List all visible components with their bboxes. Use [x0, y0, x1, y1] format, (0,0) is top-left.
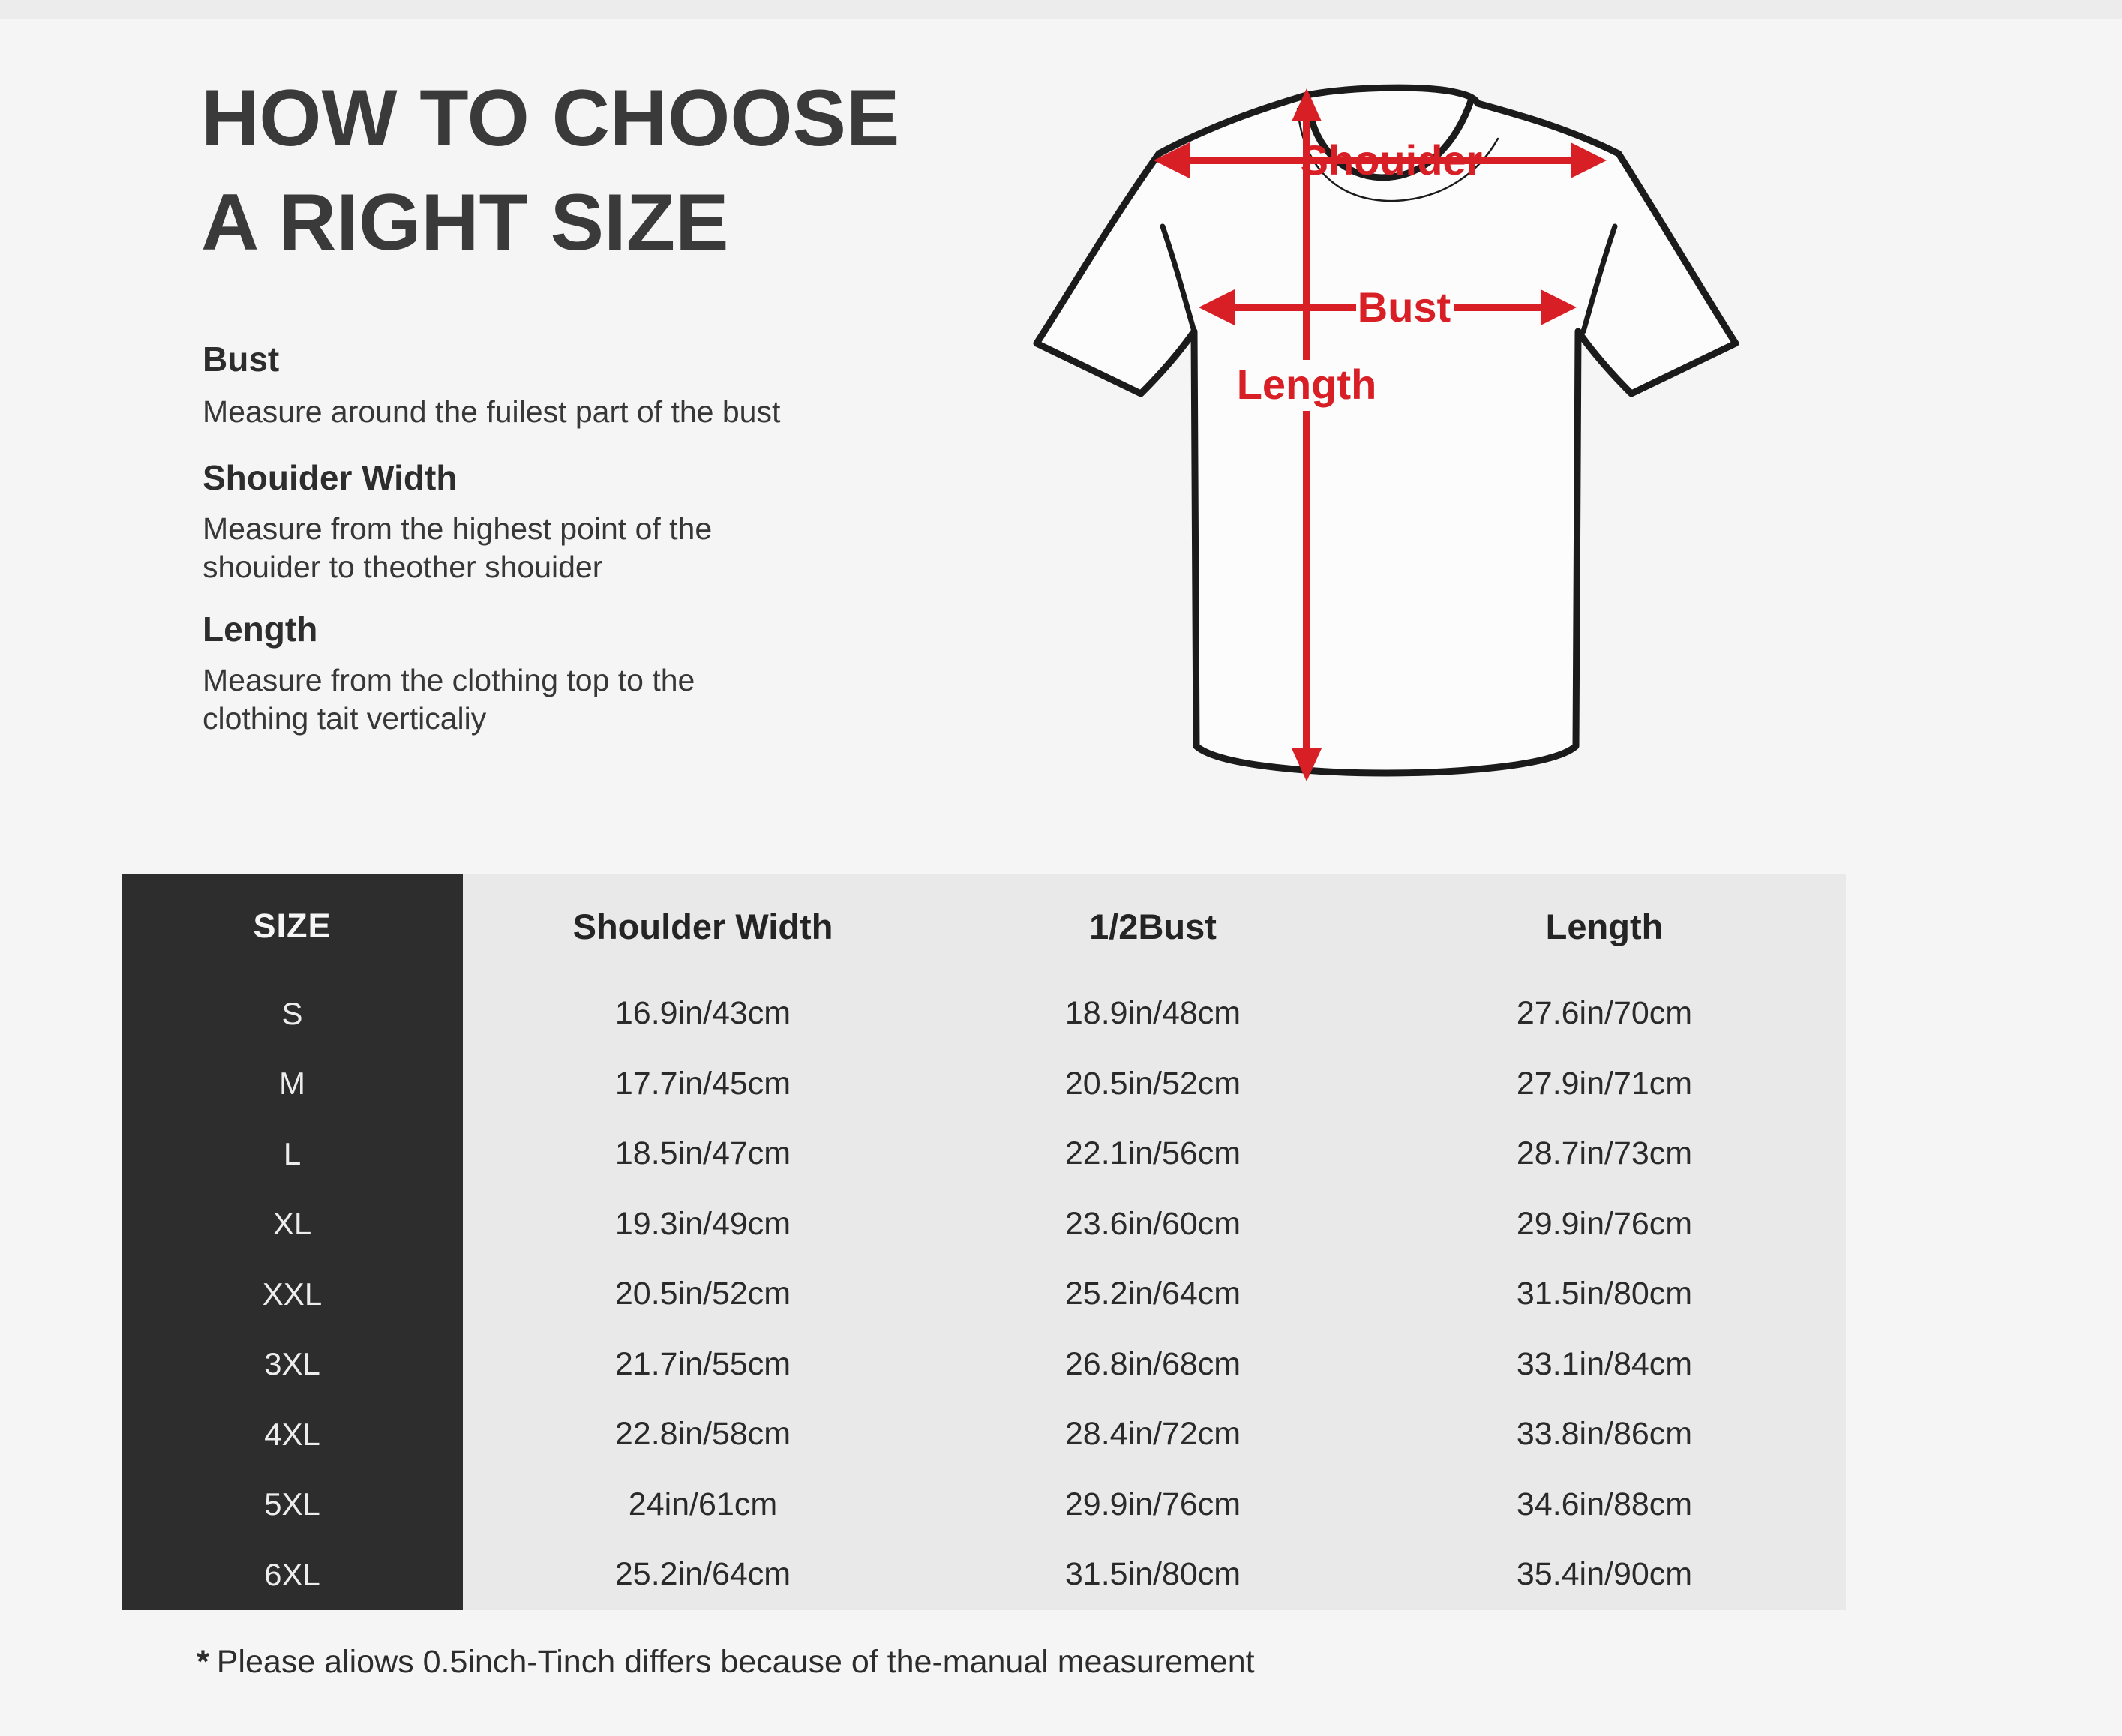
bust-instruction-heading: Bust — [203, 340, 280, 379]
shoulder-instruction-line2: shouider to theother shouider — [203, 550, 603, 584]
bust-value-cell: 29.9in/76cm — [1064, 1486, 1241, 1522]
size-label: XXL — [262, 1276, 323, 1312]
bust-value-cell: 28.4in/72cm — [1064, 1416, 1241, 1453]
length-value-cell: 27.9in/71cm — [1516, 1065, 1693, 1102]
length-value-cell: 33.1in/84cm — [1516, 1345, 1693, 1382]
measurement-footnote — [197, 1644, 1255, 1681]
shoulder-value-cell: 21.7in/55cm — [614, 1345, 791, 1382]
bust-value-cell: 23.6in/60cm — [1064, 1205, 1241, 1242]
table-header-row — [122, 874, 1846, 979]
tshirt-outline — [1037, 88, 1736, 773]
shoulder-instruction-text — [203, 510, 712, 586]
table-row — [122, 1049, 1846, 1120]
table-row — [122, 1259, 1846, 1330]
size-label-cell — [122, 1399, 463, 1470]
bust-arrow-label: Bust — [1357, 283, 1451, 331]
footnote-asterisk: * — [197, 1644, 209, 1680]
bust-value-cell: 25.2in/64cm — [1064, 1276, 1241, 1312]
table-row — [122, 1470, 1846, 1540]
length-value-cell: 29.9in/76cm — [1516, 1205, 1693, 1242]
page-title — [201, 66, 899, 274]
size-label-cell — [122, 979, 463, 1049]
table-row — [122, 1119, 1846, 1189]
half-bust-header-cell: 1/2Bust — [1089, 906, 1217, 946]
bust-value-cell: 22.1in/56cm — [1064, 1135, 1241, 1172]
size-label-cell — [122, 1330, 463, 1400]
size-label-cell — [122, 1189, 463, 1260]
length-value-cell: 27.6in/70cm — [1516, 995, 1693, 1032]
size-label: M — [279, 1066, 305, 1102]
size-label: 3XL — [264, 1346, 320, 1382]
size-header-cell — [122, 874, 463, 979]
bust-value-cell: 31.5in/80cm — [1064, 1556, 1241, 1593]
bust-value-cell: 20.5in/52cm — [1064, 1065, 1241, 1102]
shoulder-value-cell: 24in/61cm — [628, 1486, 778, 1522]
footnote-text: Please aliows 0.5inch-Tinch differs because of the-manual measurement — [216, 1644, 1255, 1680]
table-row — [122, 1189, 1846, 1260]
shoulder-instruction-line1: Measure from the highest point of the — [203, 511, 713, 546]
length-value-cell: 34.6in/88cm — [1516, 1486, 1693, 1522]
bust-instruction-text — [203, 393, 780, 431]
top-edge-strip — [0, 0, 2122, 19]
length-value-cell: 31.5in/80cm — [1516, 1276, 1693, 1312]
table-row — [122, 979, 1846, 1049]
size-label-cell — [122, 1540, 463, 1610]
size-label: L — [283, 1135, 302, 1171]
length-header-cell: Length — [1545, 906, 1664, 946]
shoulder-value-cell: 20.5in/52cm — [614, 1276, 791, 1312]
length-instruction-line2: clothing tait verticaliy — [203, 701, 487, 736]
bust-instruction-line1: Measure around the fuilest part of the bust — [203, 394, 781, 429]
size-label: 4XL — [264, 1416, 320, 1452]
size-header-label: SIZE — [253, 907, 332, 945]
shoulder-value-cell: 25.2in/64cm — [614, 1556, 791, 1593]
size-label: 5XL — [264, 1486, 320, 1522]
size-label-cell — [122, 1049, 463, 1120]
table-row — [122, 1330, 1846, 1400]
shoulder-arrow-label: Shouider — [1300, 136, 1483, 184]
page-title-line2: A RIGHT SIZE — [201, 177, 729, 267]
shoulder-value-cell: 19.3in/49cm — [614, 1205, 791, 1242]
size-table — [122, 874, 1846, 1610]
shoulder-value-cell: 16.9in/43cm — [614, 995, 791, 1032]
page-title-line1: HOW TO CHOOSE — [201, 73, 900, 163]
table-row — [122, 1540, 1846, 1610]
size-label: XL — [272, 1206, 312, 1242]
length-instruction-text — [203, 661, 695, 738]
bust-value-cell: 26.8in/68cm — [1064, 1345, 1241, 1382]
shoulder-value-cell: 22.8in/58cm — [614, 1416, 791, 1453]
shoulder-value-cell: 17.7in/45cm — [614, 1065, 791, 1102]
shoulder-width-header-cell: Shoulder Width — [572, 906, 833, 946]
table-row — [122, 1399, 1846, 1470]
tshirt-diagram — [1028, 67, 1748, 791]
length-arrow-label: Length — [1236, 361, 1377, 408]
size-label: 6XL — [264, 1556, 320, 1592]
length-instruction-line1: Measure from the clothing top to the — [203, 663, 695, 697]
size-label-cell — [122, 1470, 463, 1540]
length-value-cell: 33.8in/86cm — [1516, 1416, 1693, 1453]
length-instruction-heading: Length — [203, 610, 318, 649]
length-value-cell: 28.7in/73cm — [1516, 1135, 1693, 1172]
shoulder-instruction-heading: Shouider Width — [203, 458, 458, 497]
size-label: S — [281, 995, 303, 1031]
size-label-cell — [122, 1119, 463, 1189]
length-value-cell: 35.4in/90cm — [1516, 1556, 1693, 1593]
shoulder-value-cell: 18.5in/47cm — [614, 1135, 791, 1172]
size-label-cell — [122, 1259, 463, 1330]
bust-value-cell: 18.9in/48cm — [1064, 995, 1241, 1032]
